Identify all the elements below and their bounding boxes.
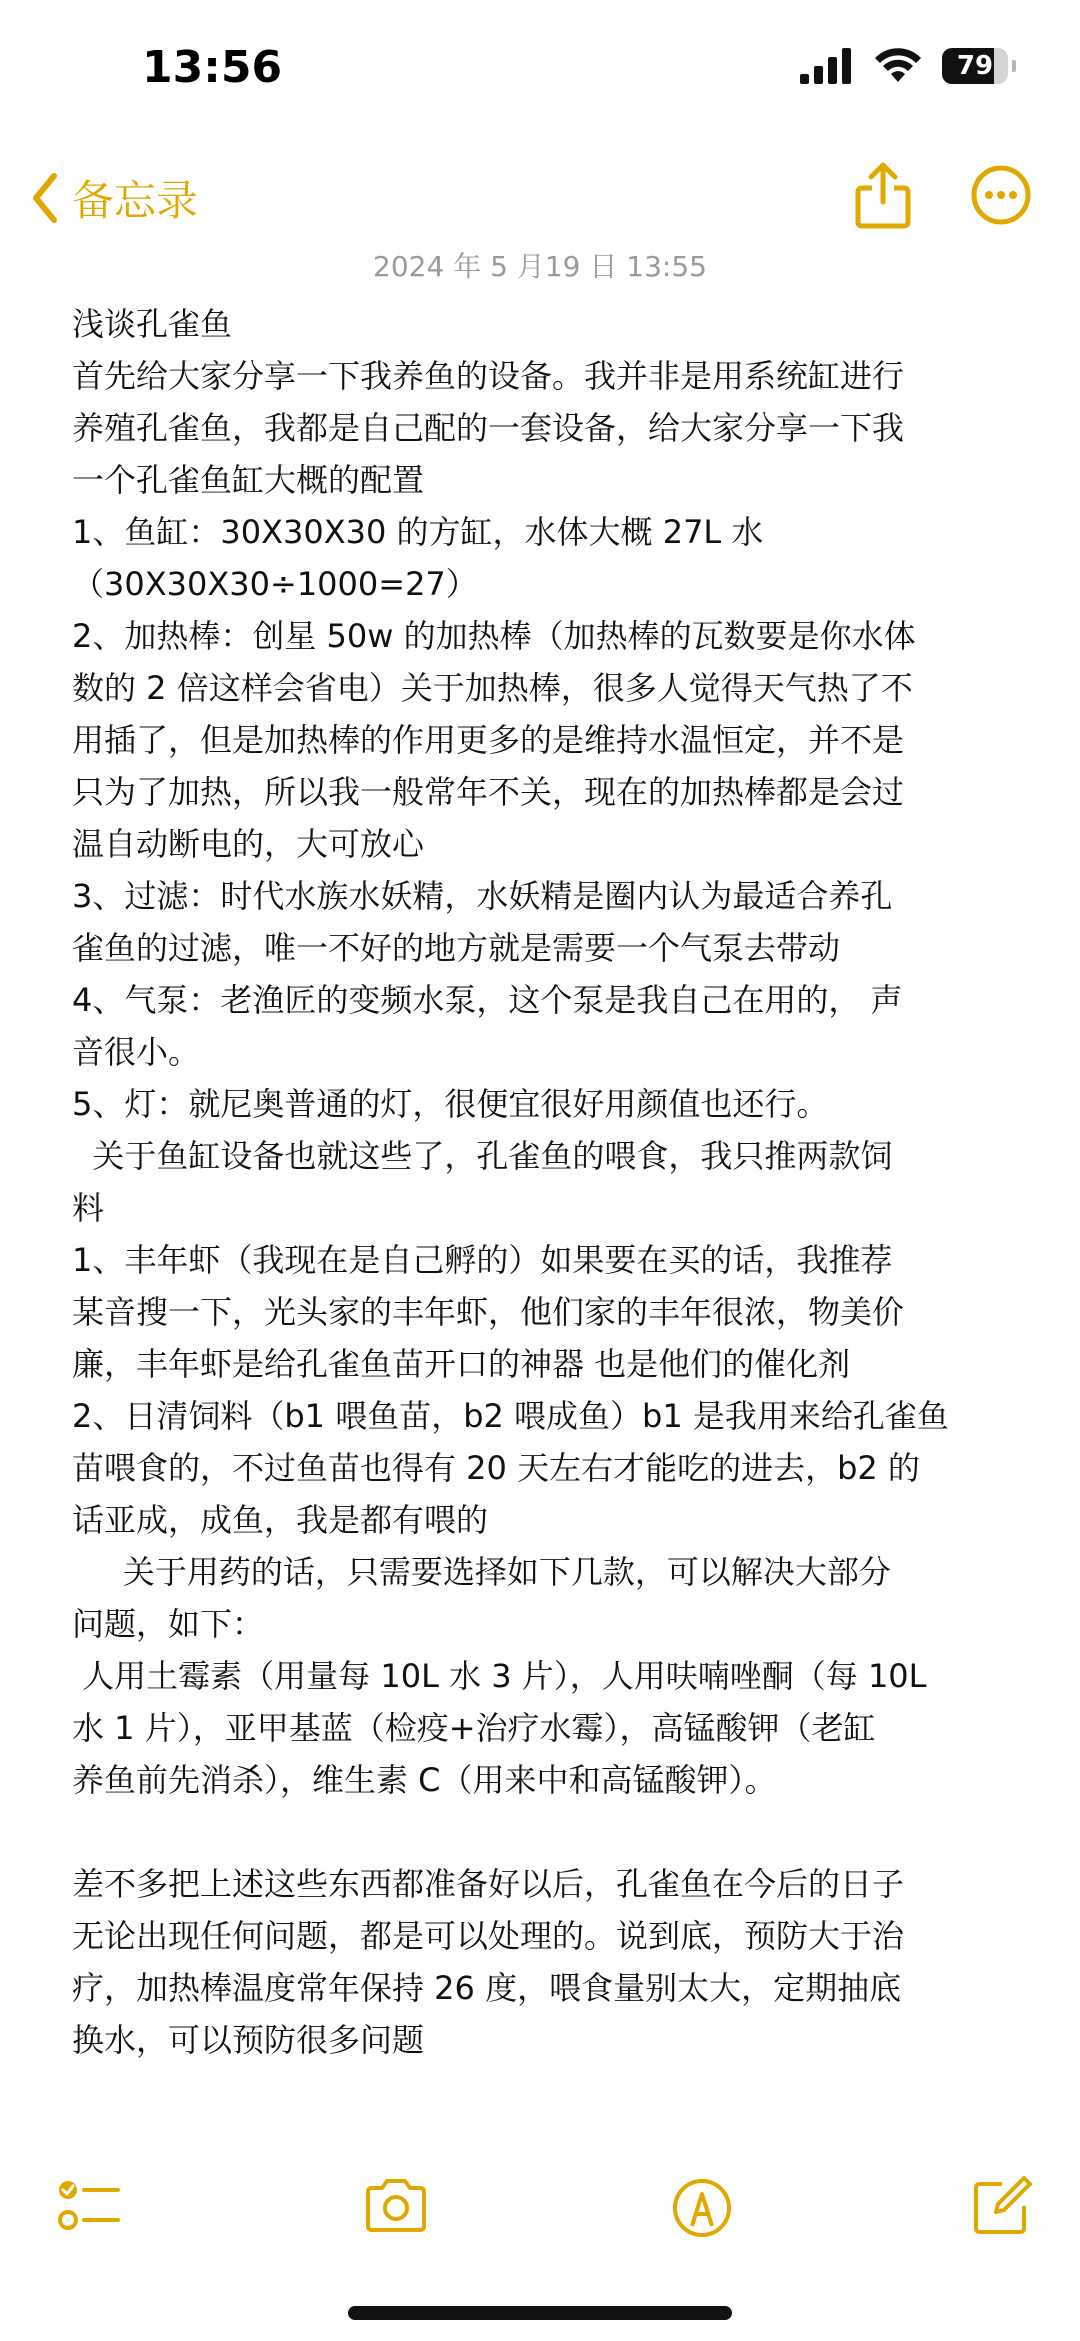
note-line: 3、过滤：时代水族水妖精，水妖精是圈内认为最适合养孔	[72, 877, 893, 915]
note-line: 换水，可以预防很多问题	[72, 2021, 425, 2059]
note-line: 1、鱼缸：30X30X30 的方缸，水体大概 27L 水	[72, 513, 764, 551]
note-body[interactable]	[72, 298, 1022, 2066]
chevron-left-icon	[30, 172, 60, 224]
note-line: 问题，如下：	[72, 1605, 265, 1643]
compose-button[interactable]	[966, 2170, 1038, 2242]
bottom-toolbar	[0, 2160, 1080, 2250]
note-line: 2、日清饲料（b1 喂鱼苗，b2 喂成鱼）b1 是我用来给孔雀鱼	[72, 1397, 949, 1435]
note-blank-line	[72, 1806, 1022, 1858]
note-line: 养殖孔雀鱼，我都是自己配的一套设备，给大家分享一下我	[72, 409, 905, 447]
camera-button[interactable]	[360, 2170, 432, 2242]
compose-icon	[966, 2170, 1038, 2242]
share-button[interactable]	[850, 160, 916, 230]
note-line: 料	[72, 1189, 105, 1227]
note-line: 无论出现任何问题，都是可以处理的。说到底，预防大于治	[72, 1917, 905, 1955]
battery-level: 79	[956, 51, 994, 81]
battery-icon	[942, 48, 1008, 84]
note-line: 数的 2 倍这样会省电）关于加热棒，很多人觉得天气热了不	[72, 669, 913, 707]
note-line: 用插了，但是加热棒的作用更多的是维持水温恒定，并不是	[72, 721, 905, 759]
note-line: 4、气泵：老渔匠的变频水泵，这个泵是我自己在用的， 声	[72, 981, 903, 1019]
checklist-icon	[54, 2170, 126, 2242]
note-line: 水 1 片），亚甲基蓝（检疫+治疗水霉），高锰酸钾（老缸	[72, 1709, 876, 1747]
note-line: （30X30X30÷1000=27）	[72, 565, 478, 603]
note-line: 某音搜一下，光头家的丰年虾，他们家的丰年很浓，物美价	[72, 1293, 905, 1331]
note-line: 音很小。	[72, 1033, 201, 1071]
note-line: 一个孔雀鱼缸大概的配置	[72, 461, 425, 499]
status-time: 13:56	[142, 42, 283, 93]
back-button[interactable]	[30, 168, 198, 228]
note-line: 1、丰年虾（我现在是自己孵的）如果要在买的话，我推荐	[72, 1241, 893, 1279]
markup-button[interactable]	[666, 2170, 738, 2242]
note-line: 首先给大家分享一下我养鱼的设备。我并非是用系统缸进行	[72, 357, 905, 395]
camera-icon	[360, 2170, 432, 2242]
note-line: 关于用药的话，只需要选择如下几款，可以解决大部分	[72, 1553, 891, 1591]
wifi-icon	[874, 48, 922, 84]
checklist-button[interactable]	[54, 2170, 126, 2242]
note-line: 话亚成，成鱼，我是都有喂的	[72, 1501, 489, 1539]
battery-nub	[1012, 60, 1016, 72]
note-line: 人用土霉素（用量每 10L 水 3 片），人用呋喃唑酮（每 10L	[72, 1657, 927, 1695]
note-date: 2024 年 5 月19 日 13:55	[373, 250, 707, 283]
nav-bar	[0, 150, 1080, 240]
status-icons	[800, 48, 1016, 84]
note-line: 温自动断电的，大可放心	[72, 825, 425, 863]
note-line: 廉，丰年虾是给孔雀鱼苗开口的神器 也是他们的催化剂	[72, 1345, 851, 1383]
cellular-signal-icon	[800, 48, 854, 84]
note-line: 差不多把上述这些东西都准备好以后，孔雀鱼在今后的日子	[72, 1865, 905, 1903]
more-button[interactable]	[970, 164, 1032, 226]
ellipsis-circle-icon	[970, 164, 1032, 226]
note-line: 疗，加热棒温度常年保持 26 度，喂食量别太大，定期抽底	[72, 1969, 902, 2007]
note-line: 5、灯：就尼奥普通的灯，很便宜很好用颜值也还行。	[72, 1085, 829, 1123]
note-line: 苗喂食的，不过鱼苗也得有 20 天左右才能吃的进去，b2 的	[72, 1449, 920, 1487]
note-line: 关于鱼缸设备也就这些了，孔雀鱼的喂食，我只推两款饲	[72, 1137, 893, 1175]
note-line: 雀鱼的过滤，唯一不好的地方就是需要一个气泵去带动	[72, 929, 841, 967]
back-label: 备忘录	[72, 176, 199, 225]
note-line: 2、加热棒：创星 50w 的加热棒（加热棒的瓦数要是你水体	[72, 617, 916, 655]
home-indicator[interactable]	[348, 2306, 732, 2320]
status-bar	[0, 0, 1080, 150]
note-line: 养鱼前先消杀），维生素 C（用来中和高锰酸钾）。	[72, 1761, 777, 1799]
share-icon	[850, 160, 916, 230]
note-line: 只为了加热，所以我一般常年不关，现在的加热棒都是会过	[72, 773, 905, 811]
markup-pen-icon	[666, 2170, 738, 2242]
note-title: 浅谈孔雀鱼	[72, 305, 233, 343]
